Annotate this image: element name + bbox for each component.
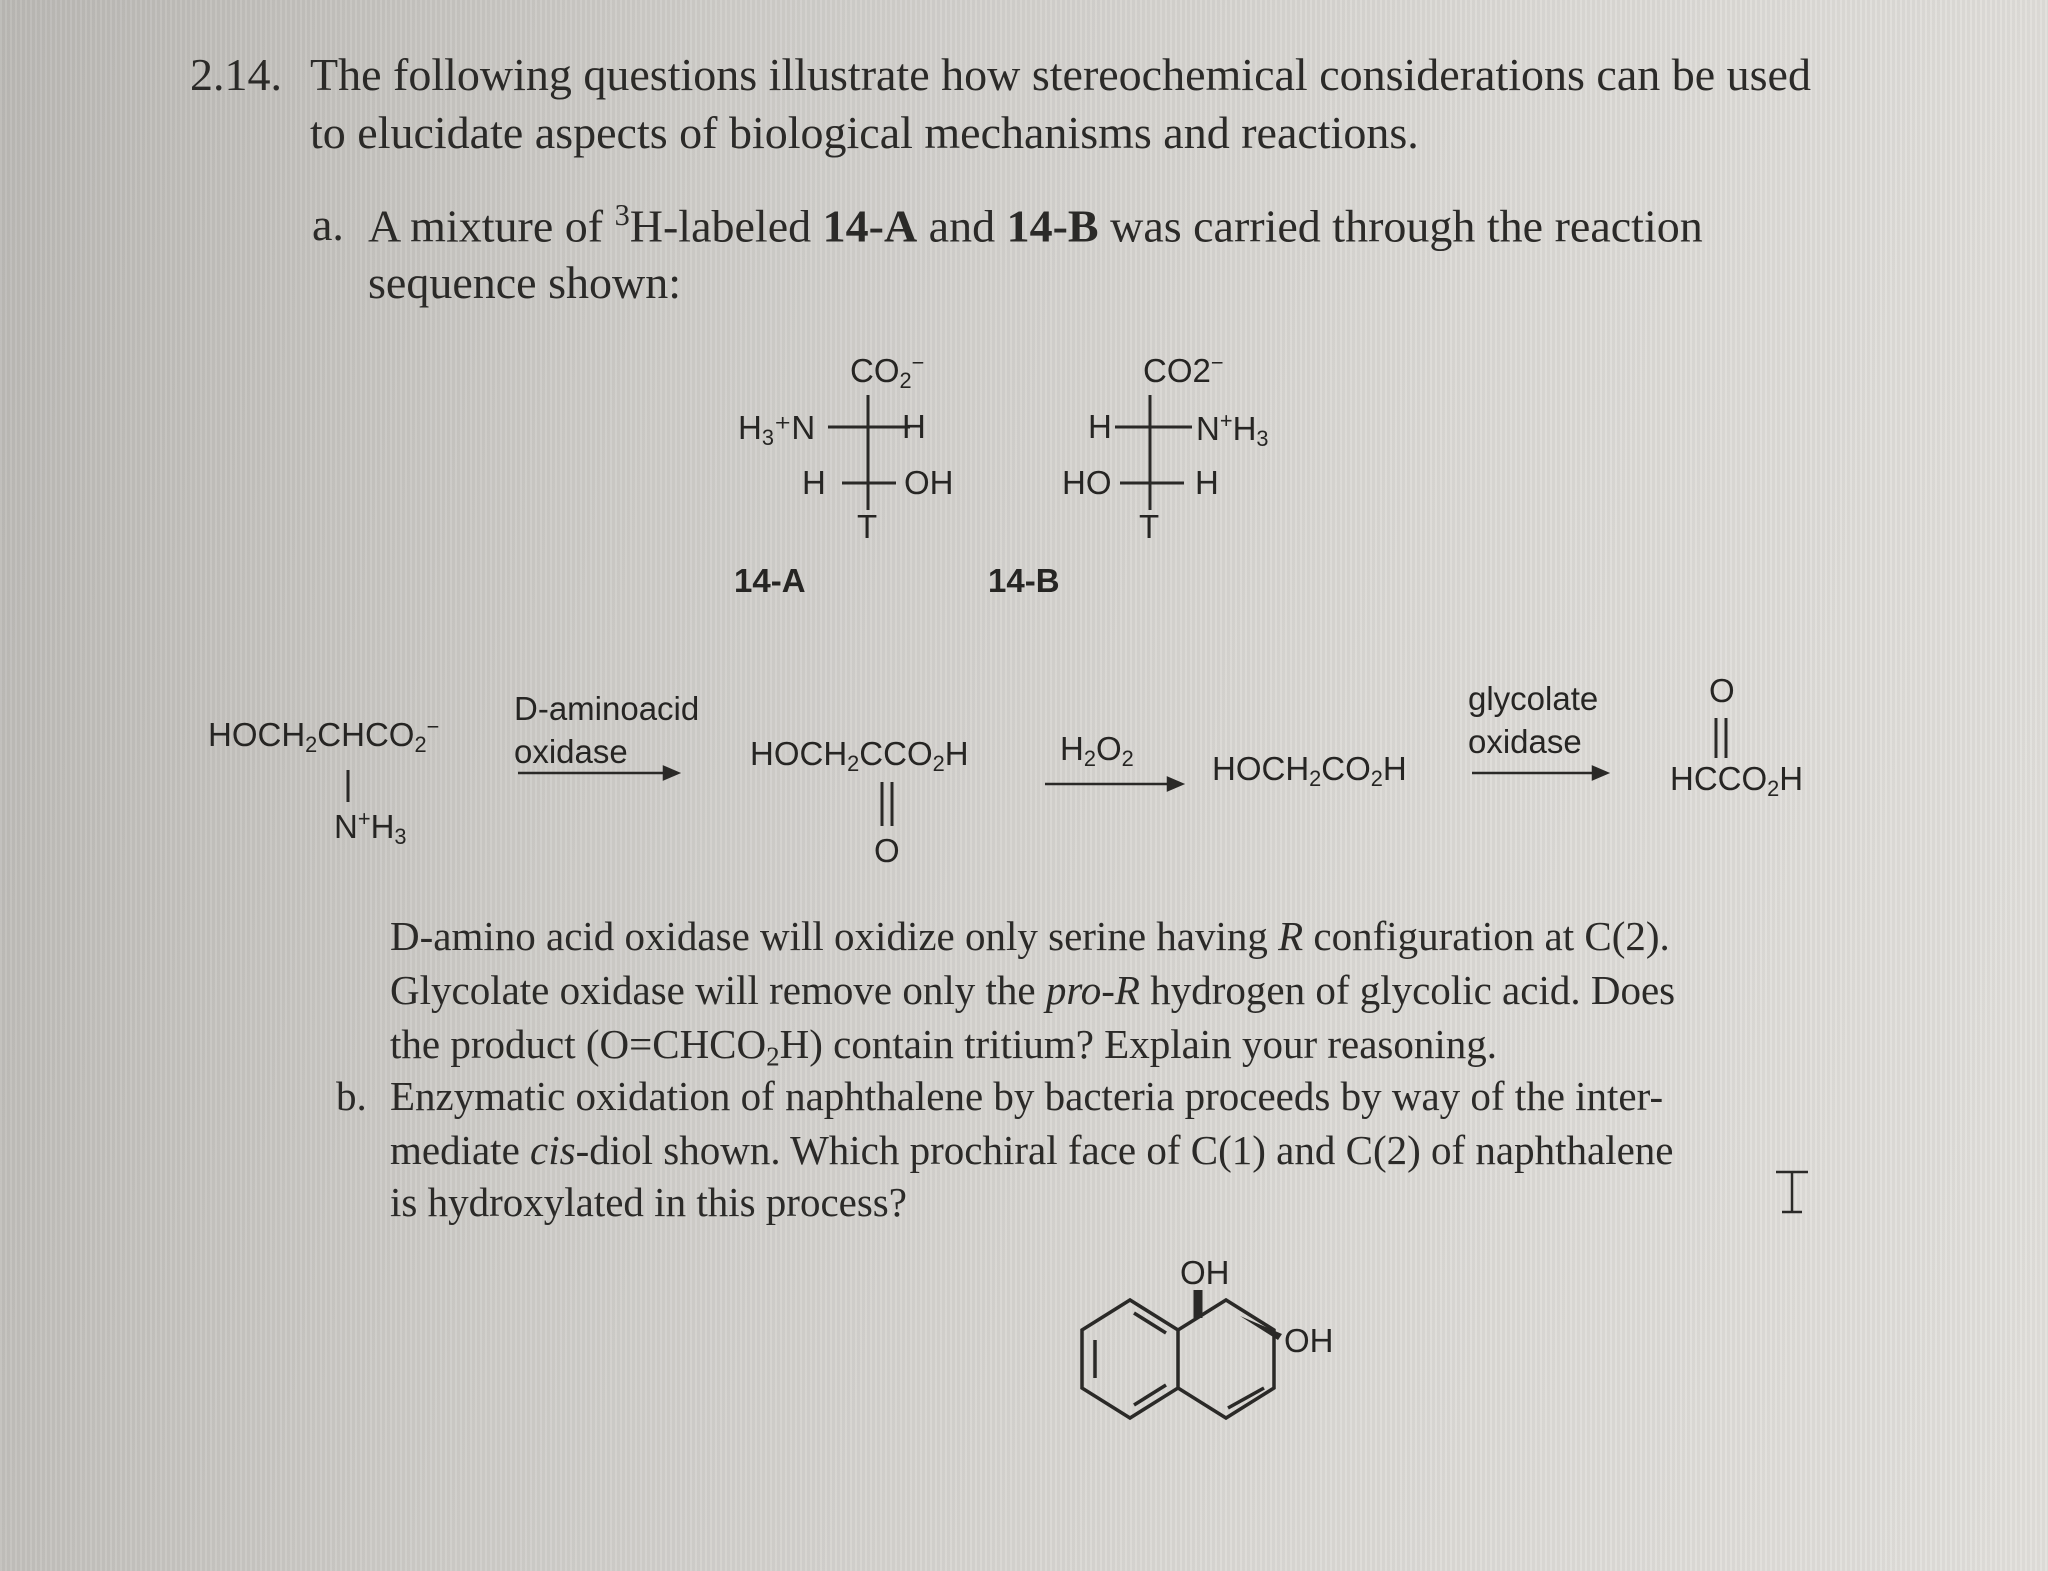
fischer-14a-bottom: T — [857, 508, 878, 545]
enzyme-1-line2: oxidase — [514, 733, 628, 770]
problem-intro-line2: to elucidate aspects of biological mechanisms and reactions. — [310, 107, 1419, 158]
fischer-14b-bottom: T — [1139, 508, 1160, 545]
part-b-line1: Enzymatic oxidation of naphthalene by bacteria proceeds by way of the inter- — [390, 1073, 1664, 1119]
glycolic-acid-formula: $HOCH_2CO_2H$ — [1212, 750, 1407, 792]
fischer-14a-left2: H — [802, 464, 826, 501]
fischer-14b-top: CO2− — [1143, 350, 1224, 389]
diol-oh2-wedge — [1240, 1316, 1282, 1340]
serine-amine: $N^+H_3$ — [334, 806, 407, 850]
arrow-3 — [1472, 767, 1607, 779]
arrow-2 — [1045, 778, 1182, 790]
enzyme-2-line1: glycolate — [1468, 680, 1599, 717]
enzyme-2-line2: oxidase — [1468, 723, 1582, 760]
fischer-14b-left2: HO — [1062, 464, 1112, 501]
fischer-14a-top: $CO_2^-$ — [850, 350, 925, 394]
problem-number: 2.14. — [190, 49, 282, 100]
problem-intro-line1: The following questions illustrate how stereochemical considerations can be used — [310, 49, 1811, 100]
part-b-line2: mediate cis-diol shown. Which prochiral face of C(1) and C(2) of naphthalene — [390, 1127, 1674, 1173]
keto-acid-formula: $HOCH_2CCO_2H$ — [750, 735, 969, 777]
fischer-14a-bonds — [828, 395, 910, 510]
keto-oxygen: O — [874, 832, 900, 869]
part-a-question-line3: the product $(O=CHCO_2H)$ contain tritium? Explain your reasoning. — [390, 1021, 1497, 1072]
part-a-text-line2: sequence shown: — [368, 257, 681, 308]
text-cursor-mark — [1776, 1172, 1808, 1212]
fischer-14a-right2: OH — [904, 464, 954, 501]
enzyme-1-line1: D-aminoacid — [514, 690, 700, 727]
label-14b: 14-B — [988, 562, 1060, 599]
fischer-14a-left1: $H_3^+N$ — [738, 409, 816, 451]
part-b-label: b. — [336, 1073, 367, 1119]
diol-oh-right: OH — [1284, 1322, 1334, 1359]
fischer-14b-left1: H — [1088, 408, 1112, 445]
fischer-14b-right1: $N^+H_3$ — [1196, 408, 1269, 452]
part-a-label: a. — [312, 199, 344, 250]
reagent-h2o2: $H_2O_2$ — [1060, 730, 1134, 772]
cis-diol-rings — [1082, 1300, 1274, 1418]
label-14a: 14-A — [734, 562, 806, 599]
part-a-question-line2: Glycolate oxidase will remove only the pro-R hydrogen of glycolic acid. Does — [390, 967, 1676, 1013]
diol-oh-top: OH — [1180, 1254, 1230, 1291]
glyoxylic-double-bond — [1716, 718, 1726, 758]
serine-formula: $HOCH_2CHCO_2^-$ — [208, 714, 440, 758]
glyoxylic-oxygen: O — [1709, 672, 1735, 709]
part-a-text: A mixture of $^3$H-labeled 14-A and 14-B was carried through the reaction — [368, 198, 1703, 252]
keto-double-bond — [882, 782, 892, 826]
fischer-14b-right2: H — [1195, 464, 1219, 501]
glyoxylic-acid-formula: $HCCO_2H$ — [1670, 760, 1804, 802]
part-b-line3: is hydroxylated in this process? — [390, 1179, 907, 1225]
fischer-14b-bonds — [1115, 395, 1192, 510]
part-a-question-line1: D-amino acid oxidase will oxidize only serine having R configuration at C(2). — [390, 913, 1670, 959]
fischer-14a-right1: H — [902, 408, 926, 445]
